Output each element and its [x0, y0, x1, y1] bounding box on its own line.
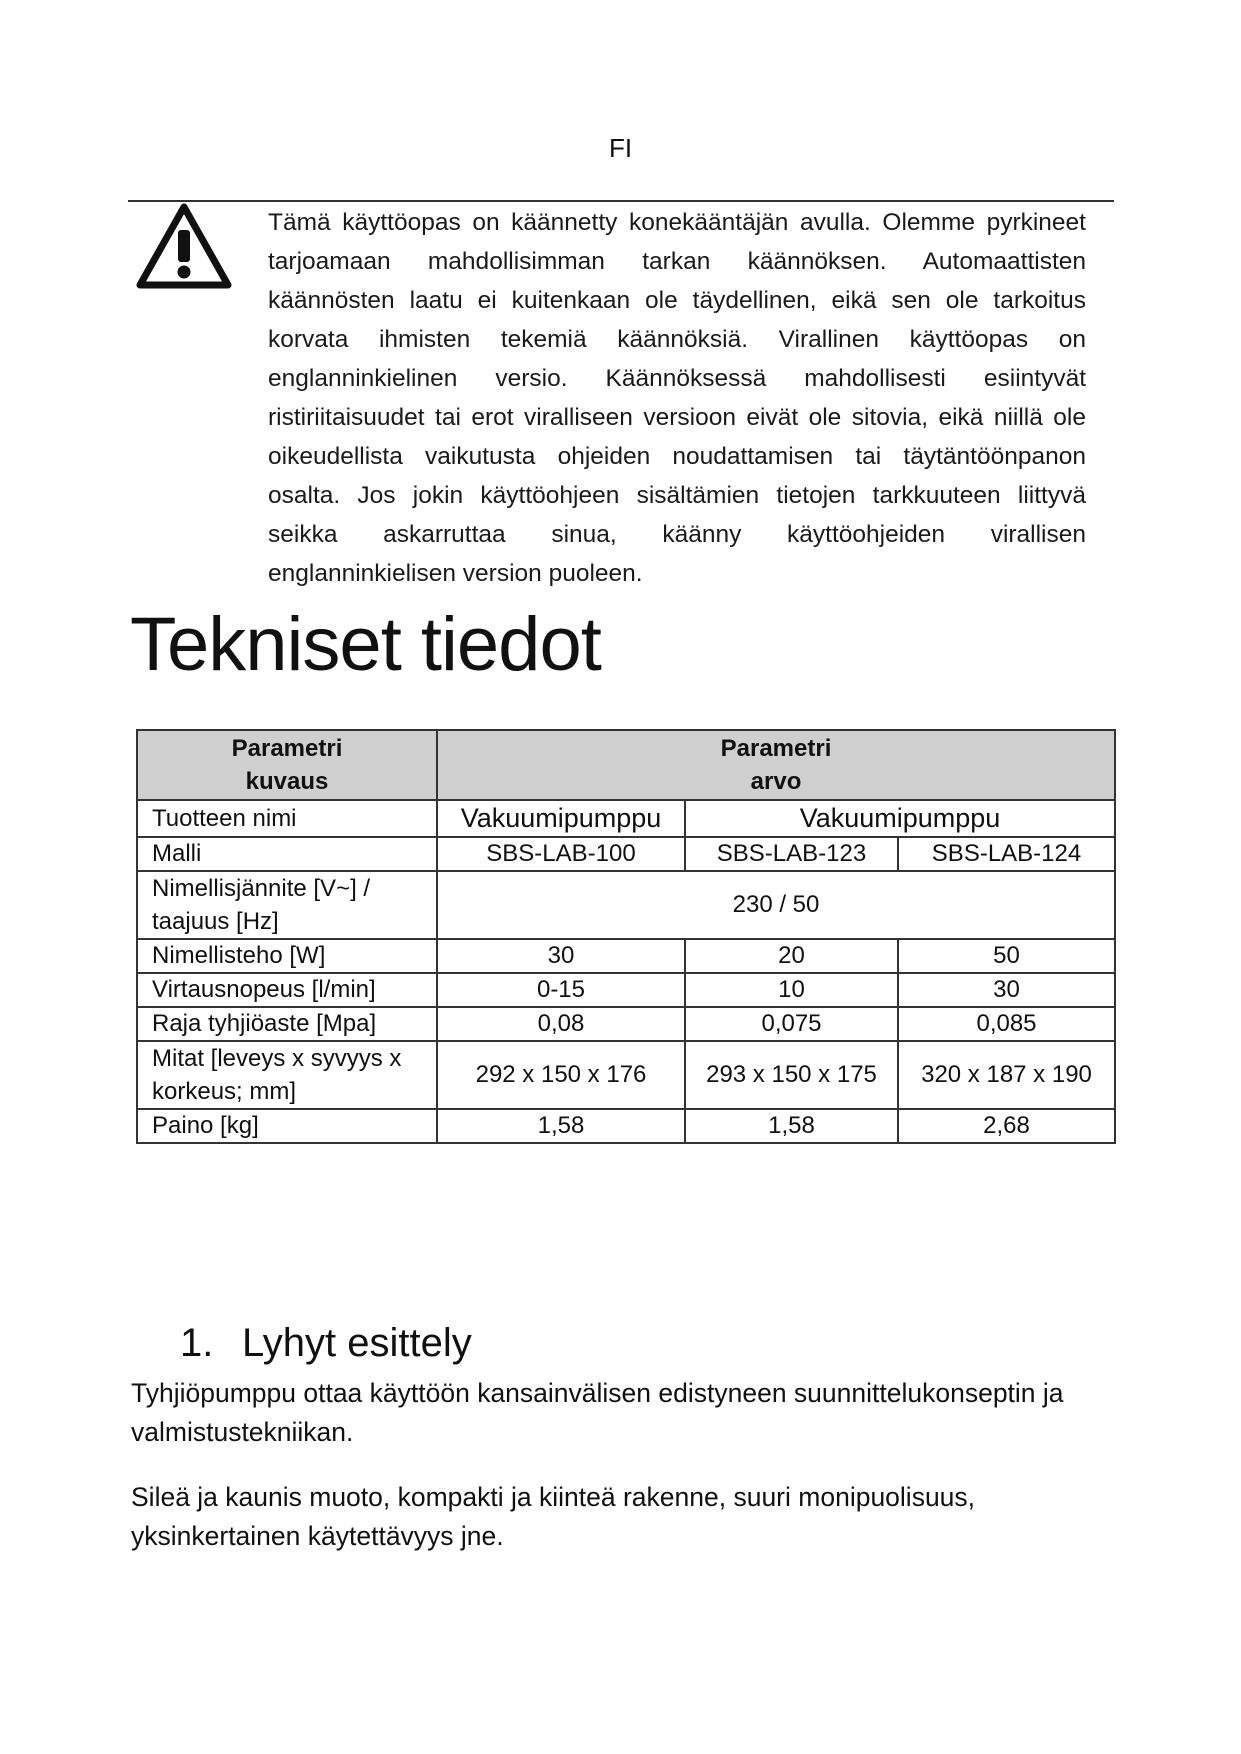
table-row — [137, 939, 1115, 973]
cell-flow-3: 30 — [898, 973, 1115, 1007]
header-divider — [128, 200, 1114, 202]
cell-model-1: SBS-LAB-100 — [437, 837, 685, 871]
table-row — [137, 800, 1115, 837]
warning-triangle-icon — [136, 203, 232, 289]
cell-power-2: 20 — [685, 939, 898, 973]
table-row — [137, 1007, 1115, 1041]
intro-paragraph-2: Sileä ja kaunis muoto, kompakti ja kiinteä rakenne, suuri monipuolisuus, yksinkertainen käytettävyys jne. — [131, 1482, 976, 1551]
cell-voltage: 230 / 50 — [437, 871, 1115, 939]
section-heading — [180, 1318, 472, 1368]
cell-weight-3: 2,68 — [898, 1109, 1115, 1143]
cell-dimensions-1: 292 x 150 x 176 — [437, 1041, 685, 1109]
table-header-row — [137, 730, 1115, 800]
table-row — [137, 871, 1115, 939]
row-label-model: Malli — [137, 837, 437, 871]
translation-notice: Tämä käyttöopas on käännetty konekääntäjän avulla. Olemme pyrkineet tarjoamaan mahdollisimman tarkan käännöksen. Automaattisten käännösten laatu ei kuitenkaan ole täydellinen, eikä sen ole tarkoitus korvata ihmisten tekemiä käännöksiä. Virallinen käyttöopas on englanninkielinen versio. Käännöksessä mahdollisesti esiintyvät ristiriitaisuudet tai erot viralliseen versioon eivät ole sitovia, eikä niillä ole oikeudellista vaikutusta ohjeiden noudattamisen tai täytäntöönpanon osalta. Jos jokin käyttöohjeen sisältämien tietojen tarkkuuteen liittyvä seikka askarruttaa sinua, käänny käyttöohjeiden virallisen englanninkielisen version puoleen. — [268, 209, 1086, 587]
row-label-voltage: Nimellisjännite [V~] / taajuus [Hz] — [137, 871, 437, 939]
section-title: Lyhyt esittely — [242, 1321, 472, 1365]
cell-product-name-1: Vakuumipumppu — [437, 800, 685, 837]
header-value: Parametri arvo — [437, 730, 1115, 800]
table-row — [137, 1041, 1115, 1109]
cell-flow-2: 10 — [685, 973, 898, 1007]
cell-vacuum-2: 0,075 — [685, 1007, 898, 1041]
row-label-vacuum: Raja tyhjiöaste [Mpa] — [137, 1007, 437, 1041]
cell-weight-1: 1,58 — [437, 1109, 685, 1143]
row-label-flow: Virtausnopeus [l/min] — [137, 973, 437, 1007]
row-label-product-name: Tuotteen nimi — [137, 800, 437, 837]
language-code: FI — [608, 133, 633, 163]
section-number: 1. — [180, 1321, 214, 1365]
table-row — [137, 1109, 1115, 1143]
row-label-power: Nimellisteho [W] — [137, 939, 437, 973]
cell-power-1: 30 — [437, 939, 685, 973]
cell-model-3: SBS-LAB-124 — [898, 837, 1115, 871]
header-description: Parametri kuvaus — [137, 730, 437, 800]
row-label-dimensions: Mitat [leveys x syvyys x korkeus; mm] — [137, 1041, 437, 1109]
row-label-weight: Paino [kg] — [137, 1109, 437, 1143]
spec-table — [136, 729, 1116, 1144]
table-row — [137, 973, 1115, 1007]
page-title: Tekniset tiedot — [130, 602, 601, 687]
cell-dimensions-3: 320 x 187 x 190 — [898, 1041, 1115, 1109]
cell-product-name-2: Vakuumipumppu — [685, 800, 1115, 837]
table-row — [137, 837, 1115, 871]
cell-vacuum-3: 0,085 — [898, 1007, 1115, 1041]
cell-dimensions-2: 293 x 150 x 175 — [685, 1041, 898, 1109]
cell-vacuum-1: 0,08 — [437, 1007, 685, 1041]
cell-model-2: SBS-LAB-123 — [685, 837, 898, 871]
cell-power-3: 50 — [898, 939, 1115, 973]
cell-flow-1: 0-15 — [437, 973, 685, 1007]
cell-weight-2: 1,58 — [685, 1109, 898, 1143]
intro-paragraph-1: Tyhjiöpumppu ottaa käyttöön kansainvälisen edistyneen suunnittelukonseptin ja valmistustekniikan. — [131, 1378, 1064, 1447]
